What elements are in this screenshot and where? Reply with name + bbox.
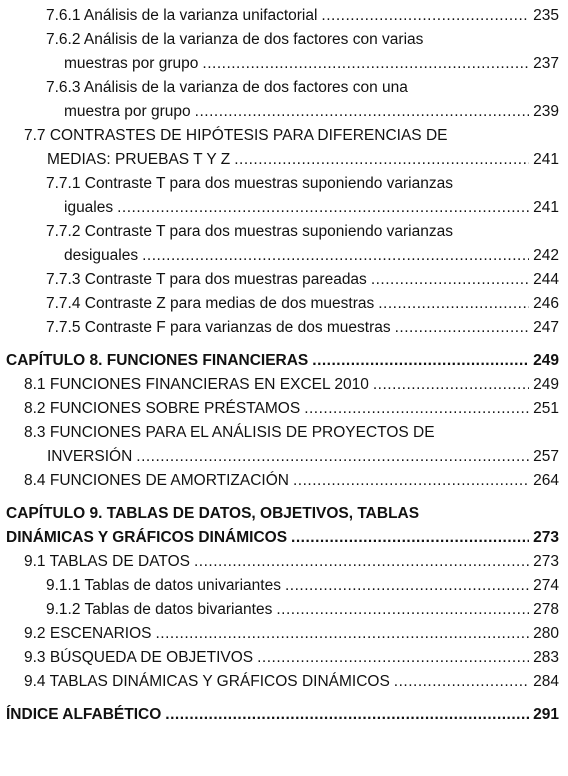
toc-entry-row: [6, 526, 559, 550]
dot-leader: [195, 100, 529, 124]
toc-section-entry[interactable]: [0, 397, 559, 421]
toc-section-entry[interactable]: [0, 124, 559, 172]
toc-entry-row: [24, 373, 559, 397]
toc-entry-title: 7.6.1 Análisis de la varianza unifactorial: [46, 7, 318, 24]
toc-entry-title: 7.7.4 Contraste Z para medias de dos muestras: [46, 295, 375, 312]
toc-page-number: 249: [533, 376, 559, 393]
toc-page-number: 241: [533, 151, 559, 168]
toc-section-entry[interactable]: [0, 622, 559, 646]
toc-section-entry[interactable]: [0, 550, 559, 574]
toc-entry-row: [24, 445, 559, 469]
toc-entry-title: DINÁMICAS Y GRÁFICOS DINÁMICOS: [6, 529, 288, 546]
toc-entry-row: [24, 469, 559, 493]
dot-leader: [321, 4, 529, 28]
toc-entry-title: CAPÍTULO 8. FUNCIONES FINANCIERAS: [6, 352, 309, 369]
toc-entry-title-line: 7.7 CONTRASTES DE HIPÓTESIS PARA DIFERENCIAS DE: [24, 127, 448, 144]
toc-entry-title: iguales: [64, 199, 114, 216]
toc-page-number: 284: [533, 673, 559, 690]
toc-entry-title: 7.7.3 Contraste T para dos muestras pareadas: [46, 271, 367, 288]
toc-page-number: 251: [533, 400, 559, 417]
toc-page-number: 283: [533, 649, 559, 666]
toc-subsection-entry[interactable]: [0, 172, 559, 220]
toc-entry-title: 9.1 TABLAS DE DATOS: [24, 553, 190, 570]
toc-entry-row: [24, 646, 559, 670]
toc-subsection-entry[interactable]: [0, 4, 559, 28]
toc-entry-title: 9.4 TABLAS DINÁMICAS Y GRÁFICOS DINÁMICOS: [24, 673, 390, 690]
dot-leader: [276, 598, 529, 622]
dot-leader: [312, 349, 529, 373]
toc-subsection-entry[interactable]: [0, 598, 559, 622]
dot-leader: [202, 52, 529, 76]
toc-entry-row: [6, 349, 559, 373]
dot-leader: [293, 469, 529, 493]
toc-entry-title-line: 8.3 FUNCIONES PARA EL ANÁLISIS DE PROYECTOS DE: [24, 424, 435, 441]
dot-leader: [378, 292, 529, 316]
dot-leader: [291, 526, 529, 550]
toc-page-number: 273: [533, 553, 559, 570]
toc-entry-row: [24, 550, 559, 574]
toc-page-number: 235: [533, 7, 559, 24]
toc-chapter-entry[interactable]: [0, 502, 559, 550]
toc-entry-row: [24, 670, 559, 694]
toc-entry-row: [46, 292, 559, 316]
dot-leader: [394, 670, 529, 694]
toc-entry-row: [46, 100, 559, 124]
toc-section-entry[interactable]: [0, 421, 559, 469]
toc-section-entry[interactable]: [0, 373, 559, 397]
toc-page-number: 274: [533, 577, 559, 594]
toc-entry-title: 8.2 FUNCIONES SOBRE PRÉSTAMOS: [24, 400, 301, 417]
toc-entry-title: ÍNDICE ALFABÉTICO: [6, 706, 162, 723]
toc-entry-row: [46, 598, 559, 622]
toc-page-number: 249: [533, 352, 559, 369]
toc-entry-row: [46, 268, 559, 292]
toc-entry-row: [46, 52, 559, 76]
toc-section-entry[interactable]: [0, 646, 559, 670]
toc-entry-row: [46, 244, 559, 268]
toc-chapter-entry[interactable]: [0, 703, 559, 727]
dot-leader: [304, 397, 529, 421]
toc-entry-row: [24, 397, 559, 421]
toc-subsection-entry[interactable]: [0, 292, 559, 316]
dot-leader: [395, 316, 530, 340]
toc-entry-title: desiguales: [64, 247, 139, 264]
toc-page-number: 273: [533, 529, 559, 546]
toc-subsection-entry[interactable]: [0, 574, 559, 598]
dot-leader: [257, 646, 529, 670]
toc-entry-title-line: 7.7.2 Contraste T para dos muestras suponiendo varianzas: [46, 223, 453, 240]
toc-section-entry[interactable]: [0, 469, 559, 493]
toc-entry-row: [46, 316, 559, 340]
toc-entry-title-line: 7.7.1 Contraste T para dos muestras suponiendo varianzas: [46, 175, 453, 192]
dot-leader: [136, 445, 529, 469]
dot-leader: [117, 196, 529, 220]
toc-subsection-entry[interactable]: [0, 316, 559, 340]
toc-page-number: 280: [533, 625, 559, 642]
toc-chapter-entry[interactable]: [0, 349, 559, 373]
dot-leader: [156, 622, 530, 646]
toc-entry-row: [24, 622, 559, 646]
toc-subsection-entry[interactable]: [0, 28, 559, 76]
toc-entry-title-line: CAPÍTULO 9. TABLAS DE DATOS, OBJETIVOS, TABLAS: [6, 505, 420, 522]
toc-page-number: 247: [533, 319, 559, 336]
toc-entry-title-line: 7.6.3 Análisis de la varianza de dos factores con una: [46, 79, 408, 96]
toc-entry-row: [46, 574, 559, 598]
toc-page-number: 264: [533, 472, 559, 489]
toc-page-number: 237: [533, 55, 559, 72]
toc-entry-title: 9.1.2 Tablas de datos bivariantes: [46, 601, 273, 618]
dot-leader: [194, 550, 529, 574]
dot-leader: [165, 703, 529, 727]
dot-leader: [285, 574, 529, 598]
toc-page-number: 291: [533, 706, 559, 723]
toc-page-number: 257: [533, 448, 559, 465]
toc-entry-row: [24, 148, 559, 172]
dot-leader: [371, 268, 529, 292]
toc-entry-title: muestras por grupo: [64, 55, 199, 72]
toc-entry-title: 8.4 FUNCIONES DE AMORTIZACIÓN: [24, 472, 289, 489]
toc-entry-title: muestra por grupo: [64, 103, 191, 120]
toc-entry-row: [46, 196, 559, 220]
toc-subsection-entry[interactable]: [0, 76, 559, 124]
toc-entry-title: MEDIAS: PRUEBAS T Y Z: [47, 151, 231, 168]
toc-page-number: 278: [533, 601, 559, 618]
toc-entry-title: INVERSIÓN: [47, 448, 133, 465]
toc-entry-title: 9.1.1 Tablas de datos univariantes: [46, 577, 281, 594]
toc-page-number: 239: [533, 103, 559, 120]
toc-entry-title: 9.2 ESCENARIOS: [24, 625, 152, 642]
toc-subsection-entry[interactable]: [0, 268, 559, 292]
toc-entry-title: 8.1 FUNCIONES FINANCIERAS EN EXCEL 2010: [24, 376, 369, 393]
toc-entry-title: 7.7.5 Contraste F para varianzas de dos muestras: [46, 319, 391, 336]
toc-page-number: 241: [533, 199, 559, 216]
toc-section-entry[interactable]: [0, 670, 559, 694]
toc-entry-row: [6, 703, 559, 727]
toc-subsection-entry[interactable]: [0, 220, 559, 268]
toc-page-number: 244: [533, 271, 559, 288]
toc-page-number: 246: [533, 295, 559, 312]
toc-entry-title-line: 7.6.2 Análisis de la varianza de dos factores con varias: [46, 31, 424, 48]
dot-leader: [373, 373, 529, 397]
toc-entry-title: 9.3 BÚSQUEDA DE OBJETIVOS: [24, 649, 254, 666]
toc-entry-row: [46, 4, 559, 28]
dot-leader: [142, 244, 529, 268]
dot-leader: [234, 148, 529, 172]
toc-page-number: 242: [533, 247, 559, 264]
